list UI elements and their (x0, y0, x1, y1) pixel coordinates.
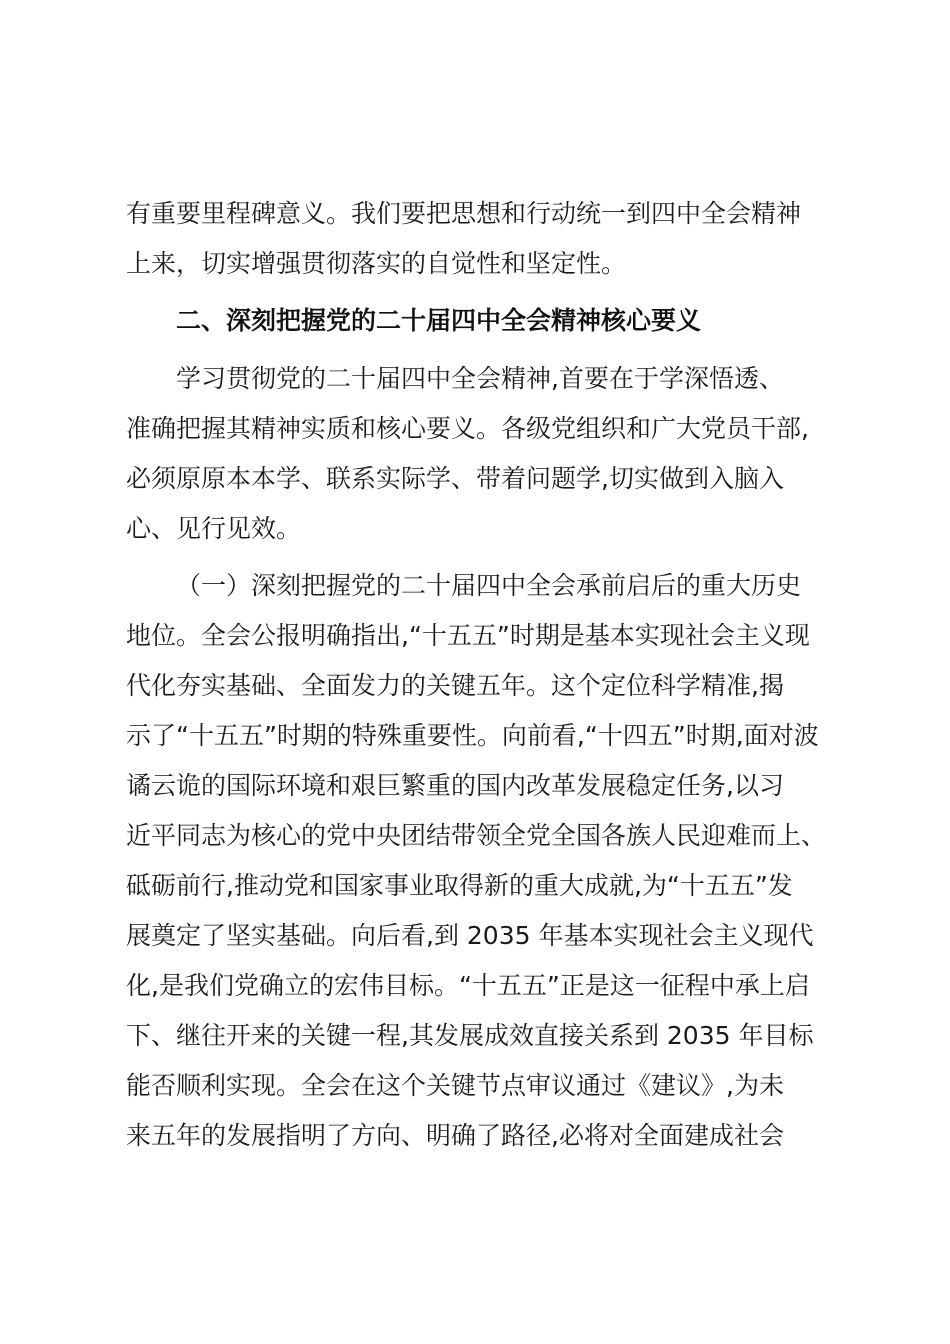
para2-line: 代化夯实基础、全面发力的关键五年。这个定位科学精准,揭 (126, 671, 784, 700)
para1-line: 必须原原本本学、联系实际学、带着问题学,切实做到入脑入 (126, 464, 784, 493)
para2-line: 展奠定了坚实基础。向后看,到 2035 年基本实现社会主义现代 (126, 921, 814, 950)
para2-line: 能否顺利实现。全会在这个关键节点审议通过《建议》,为未 (126, 1071, 784, 1100)
intro-line: 有重要里程碑意义。我们要把思想和行动统一到四中全会精神 (126, 199, 802, 228)
para2-line: 近平同志为核心的党中央团结带领全党全国各族人民迎难而上、 (126, 821, 827, 850)
para2-line: 下、继往开来的关键一程,其发展成效直接关系到 2035 年目标 (126, 1021, 814, 1050)
intro-line: 上来，切实增强贯彻落实的自觉性和坚定性。 (126, 249, 627, 278)
para2-line: 来五年的发展指明了方向、明确了路径,必将对全面建成社会 (126, 1121, 784, 1150)
para2-line: （一）深刻把握党的二十届四中全会承前启后的重大历史 (176, 571, 802, 600)
para2-line: 谲云诡的国际环境和艰巨繁重的国内改革发展稳定任务,以习 (126, 771, 784, 800)
para1-line: 准确把握其精神实质和核心要义。各级党组织和广大党员干部, (126, 414, 809, 443)
para2-line: 地位。全会公报明确指出,“十五五”时期是基本实现社会主义现 (126, 621, 810, 650)
para2-line: 砥砺前行,推动党和国家事业取得新的重大成就,为“十五五”发 (126, 871, 793, 900)
para2-line: 化,是我们党确立的宏伟目标。“十五五”正是这一征程中承上启 (126, 971, 810, 1000)
para2-line: 示了“十五五”时期的特殊重要性。向前看,“十四五”时期,面对波 (126, 721, 819, 750)
section-heading: 二、深刻把握党的二十届四中全会精神核心要义 (176, 306, 702, 335)
para1-line: 学习贯彻党的二十届四中全会精神,首要在于学深悟透、 (176, 364, 784, 393)
para1-line: 心、见行见效。 (126, 514, 302, 543)
